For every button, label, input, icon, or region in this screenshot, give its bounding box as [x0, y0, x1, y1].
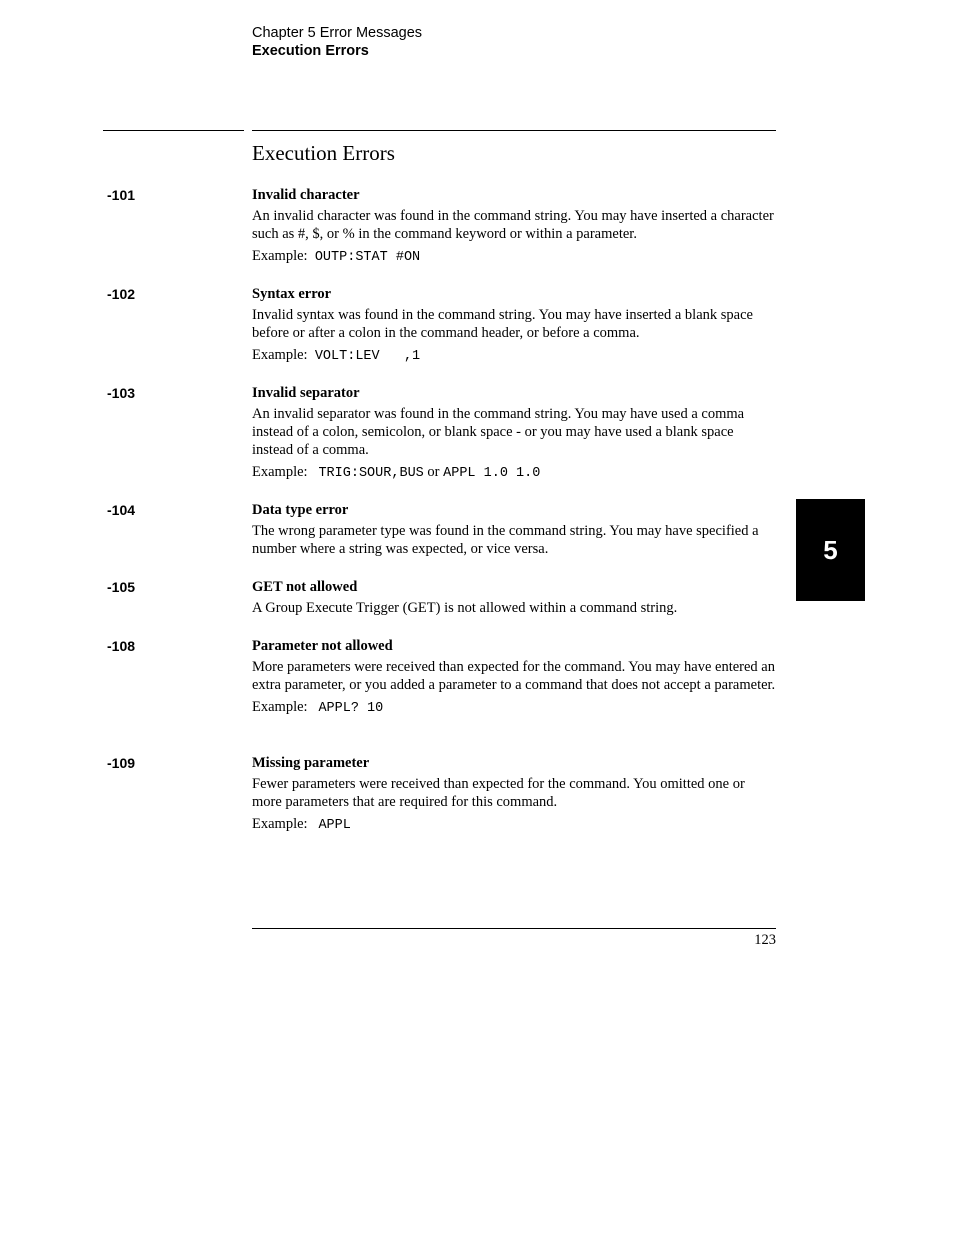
example-code: APPL? 10: [318, 701, 384, 716]
example-or: or: [427, 464, 440, 480]
error-example: [252, 698, 776, 718]
section-header: Execution Errors: [252, 43, 369, 59]
divider: [103, 130, 244, 131]
footer-divider: [252, 928, 776, 929]
error-description: A Group Execute Trigger (GET) is not allowed within a command string.: [252, 600, 678, 616]
example-label: Example:: [252, 248, 308, 264]
chapter-title: Chapter 5 Error Messages: [252, 25, 423, 41]
example-label: Example:: [252, 347, 308, 363]
error-code: -102: [107, 286, 136, 302]
example-code: TRIG:SOUR,BUS: [318, 466, 424, 481]
example-label: Example:: [252, 699, 308, 715]
error-description: Invalid syntax was found in the command string. You may have inserted a blank space before or after a colon in the command header, or before a comma.: [252, 307, 753, 341]
example-code: VOLT:LEV ,1: [314, 349, 421, 364]
error-example: [252, 346, 776, 366]
error-title: Data type error: [252, 502, 349, 518]
section-title: Execution Errors: [252, 141, 395, 165]
error-description: More parameters were received than expected for the command. You may have entered an extra parameter, or you added a parameter to a command that does not accept a parameter.: [252, 659, 776, 693]
example-label: Example:: [252, 816, 308, 832]
error-example: [252, 463, 776, 483]
running-header: [252, 24, 422, 60]
error-description: Fewer parameters were received than expected for the command. You omitted one or more parameters that are required for this command.: [252, 776, 745, 810]
chapter-tab: 5: [796, 499, 865, 601]
error-code: -103: [107, 385, 136, 401]
error-title: GET not allowed: [252, 579, 358, 595]
error-description: The wrong parameter type was found in the command string. You may have specified a number where a string was expected, or vice versa.: [252, 523, 759, 557]
error-title: Invalid character: [252, 187, 360, 203]
error-title: Syntax error: [252, 286, 332, 302]
error-description: An invalid character was found in the command string. You may have inserted a character such as #, $, or % in the command keyword or within a parameter.: [252, 208, 774, 242]
error-code: -105: [107, 579, 136, 595]
error-code: -101: [107, 187, 136, 203]
error-code: -104: [107, 502, 136, 518]
error-description: An invalid separator was found in the command string. You may have used a comma instead of a colon, semicolon, or blank space - or you may have used a blank space instead of a comma.: [252, 406, 745, 458]
error-code: -108: [107, 638, 136, 654]
error-title: Invalid separator: [252, 385, 360, 401]
error-title: Missing parameter: [252, 755, 370, 771]
divider: [252, 130, 776, 131]
example-code: APPL 1.0 1.0: [443, 466, 541, 481]
error-example: [252, 247, 776, 267]
error-title: Parameter not allowed: [252, 638, 393, 654]
example-code: OUTP:STAT #ON: [314, 250, 421, 265]
error-code: -109: [107, 755, 136, 771]
page-number: 123: [754, 932, 776, 948]
error-example: [252, 815, 776, 835]
example-label: Example:: [252, 464, 308, 480]
example-code: APPL: [318, 818, 351, 833]
